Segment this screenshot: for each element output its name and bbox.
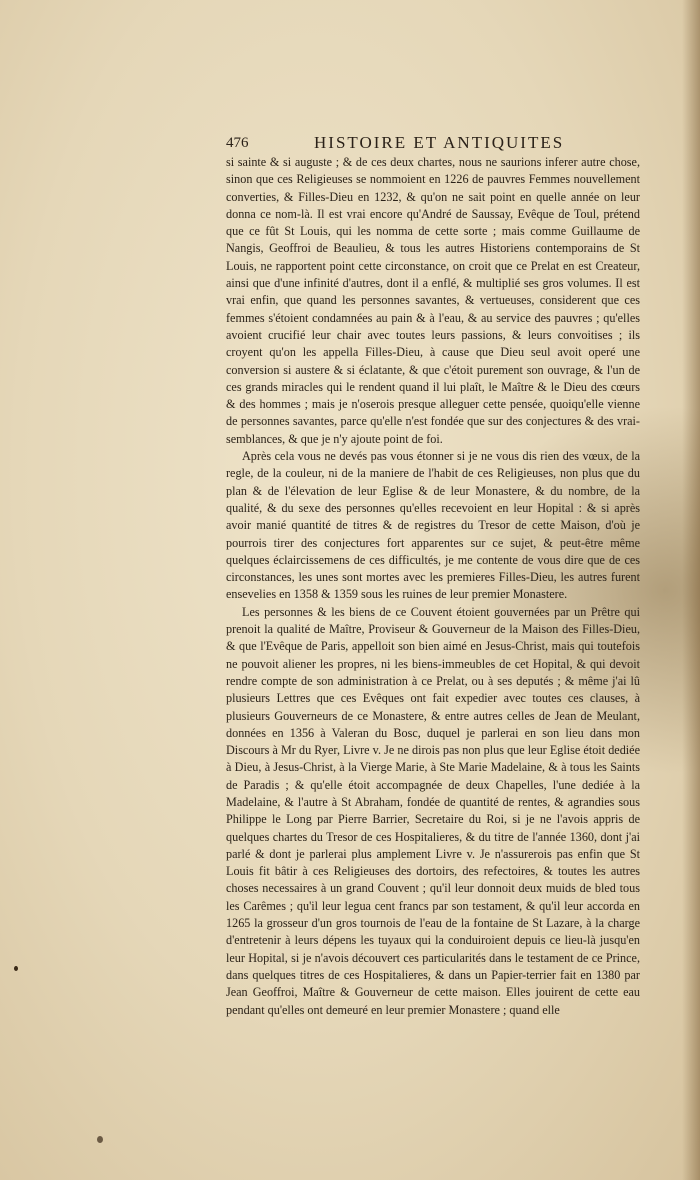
- ink-spot: [14, 966, 18, 971]
- running-title: HISTOIRE ET ANTIQUITES: [314, 133, 565, 152]
- ink-spot: [97, 1136, 103, 1143]
- page-edge-shadow: [682, 0, 700, 1180]
- body-text: [226, 154, 640, 1019]
- page-number: 476: [226, 135, 249, 151]
- page-header: [226, 133, 640, 155]
- paragraph: Les personnes & les biens de ce Couvent étoient gouvernées par un Prêtre qui prenoit la qualité de Maître, Proviseur & Gouverneur de la Maison des Filles-Dieu, & que l'Evêque de Paris, appelloit son bien aimé en Jesus-Christ, mais qui toutefois ne pouvoit aliener les propres, ni les biens-immeubles de cet Hopital, & qui devoit rendre compte de son administration à ce Prelat, ou à ses deputés ; & même j'ai lû plusieurs Lettres que ces Evêques ont fait expedier avec toutes ces clauses, à plusieurs Gouverneurs de ce Monastere, & entre autres celles de Jean de Meulant, données en 1356 à Valeran du Bosc, duquel je parlerai en son lieu dans mon Discours à Mr du Ryer, Livre v. Je ne dirois pas non plus que leur Eglise étoit dediée à Dieu, à Jesus-Christ, à la Vierge Marie, à Ste Marie Madelaine, & à tous les Saints de Paradis ; & qu'elle étoit accompagnée de deux Chapelles, l'une dediée à la Madelaine, & l'autre à St Abraham, fondée de quantité de rentes, & agrandies sous Philippe le Long par Pierre Barrier, Secretaire du Roi, si je ne l'avois appris de quelques chartes du Tresor de ces Hospitalieres, & du titre de l'année 1360, dont j'ai parlé & dont je parlerai plus amplement Livre v. Je n'assurerois pas enfin que St Louis fit bâtir à ces Religieuses des dortoirs, des refectoires, & toutes les autres choses necessaires à un grand Couvent ; qu'il leur donnoit deux muids de bled tous les Carêmes ; qu'il leur legua cent francs par son testament, & qu'il leur accorda en 1265 la grosseur d'un gros tournois de l'eau de la fontaine de St Lazare, à la charge d'entretenir à leurs dépens les tuyaux qui la conduiroient depuis ce lieu-là jusqu'en leur Hopital, si je n'avois découvert ces particularités dans le testament de ce Prince, dans quelques titres de ces Hospitalieres, & dans un Papier-terrier fait en 1380 par Jean Geoffroi, Maître & Gouverneur de cette maison. Elles jouirent de cette eau pendant qu'elles ont demeuré en leur premier Monastere ; quand elle: [226, 604, 640, 1017]
- paragraph: si sainte & si auguste ; & de ces deux chartes, nous ne saurions inferer autre chose, sinon que ces Religieuses se nommoient en 1226 de pauvres Femmes nouvellement converties, & Filles-Dieu en 1232, & qu'on ne sait point en quelle année on leur donna ce nom-là. Il est vrai encore qu'André de Saussay, Evêque de Toul, prétend que ce fût St Louis, qui les nomma de cette sorte ; mais comme Guillaume de Nangis, Geoffroi de Beaulieu, & tous les autres Historiens contemporains de St Louis, ne rapportent point cette circonstance, on croit que ce Prelat en est Createur, ainsi que d'une infinité d'autres, dont il a enflé, & multiplié ses gros volumes. Il est vrai enfin, que quand les personnes savantes, & vertueuses, considerent que ces femmes s'étoient condamnées au pain & à l'eau, & au service des pauvres ; qu'elles avoient crucifié leur chair avec toutes leurs passions, & leurs convoitises ; ils croyent qu'on les appella Filles-Dieu, à cause que Dieu seul avoit operé une conversion si austere & si éclatante, & que c'étoit purement son ouvrage, & l'un de ces grands miracles qui le rendent quand il lui plaît, le Maître & le Dieu des cœurs & des hommes ; mais je n'oserois presque alleguer cette pensée, quoiqu'elle vienne de personnes savantes, parce qu'elle n'est fondée que sur des conjectures & des vrai-semblances, & que je n'y ajoute point de foi.: [226, 155, 640, 446]
- paragraph: Après cela vous ne devés pas vous étonner si je ne vous dis rien des vœux, de la regle, de la couleur, ni de la maniere de l'habit de ces Religieuses, non plus que du plan & de l'élevation de leur Eglise & de leur Monastere, & du nombre, de la qualité, & du sexe des personnes qu'elles recevoient en leur Hopital : & si après avoir manié quantité de titres & de registres du Tresor de cette Maison, d'où je pourrois tirer des conjectures fort apparentes sur ce sujet, & peut-être même quelques éclaircissemens de ces difficultés, je me contente de vous dire que de ces circonstances, les unes sont mortes avec les premieres Filles-Dieu, les autres furent ensevelies en 1358 & 1359 sous les ruines de leur premier Monastere.: [226, 449, 640, 602]
